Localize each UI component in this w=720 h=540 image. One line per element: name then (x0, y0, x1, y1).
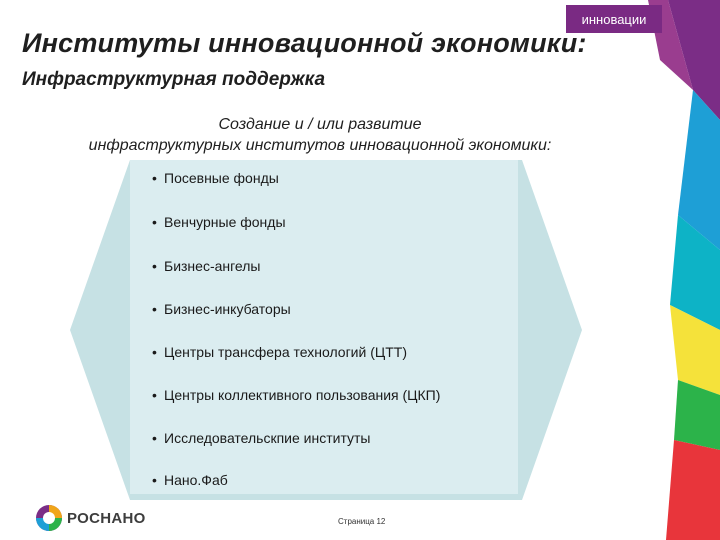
list-item: • Бизнес-инкубаторы (152, 301, 291, 317)
intro-text (40, 114, 600, 156)
category-badge: инновации (566, 5, 662, 33)
intro-line-2: инфраструктурных институтов инновационной экономики: (88, 137, 552, 154)
rosnano-logo (35, 504, 146, 532)
list-item: • Центры трансфера технологий (ЦТТ) (152, 344, 407, 360)
list-panel (130, 160, 518, 494)
list-item: • Венчурные фонды (152, 214, 286, 230)
brand-decoration (648, 0, 720, 540)
page-title: Институты инновационной экономики: (22, 28, 587, 58)
list-item: • Исследовательскпие институты (152, 430, 371, 446)
list-item: • Нано.Фаб (152, 472, 228, 488)
list-item: • Посевные фонды (152, 170, 279, 186)
rosnano-logo-icon (35, 504, 63, 532)
logo-text: РОСНАНО (67, 509, 146, 527)
list-item: • Центры коллективного пользования (ЦКП) (152, 387, 441, 403)
intro-line-1: Создание и / или развитие (218, 116, 422, 133)
page-number: Страница 12 (338, 517, 386, 526)
list-item: • Бизнес-ангелы (152, 258, 261, 274)
page-subtitle: Инфраструктурная поддержка (22, 69, 326, 90)
